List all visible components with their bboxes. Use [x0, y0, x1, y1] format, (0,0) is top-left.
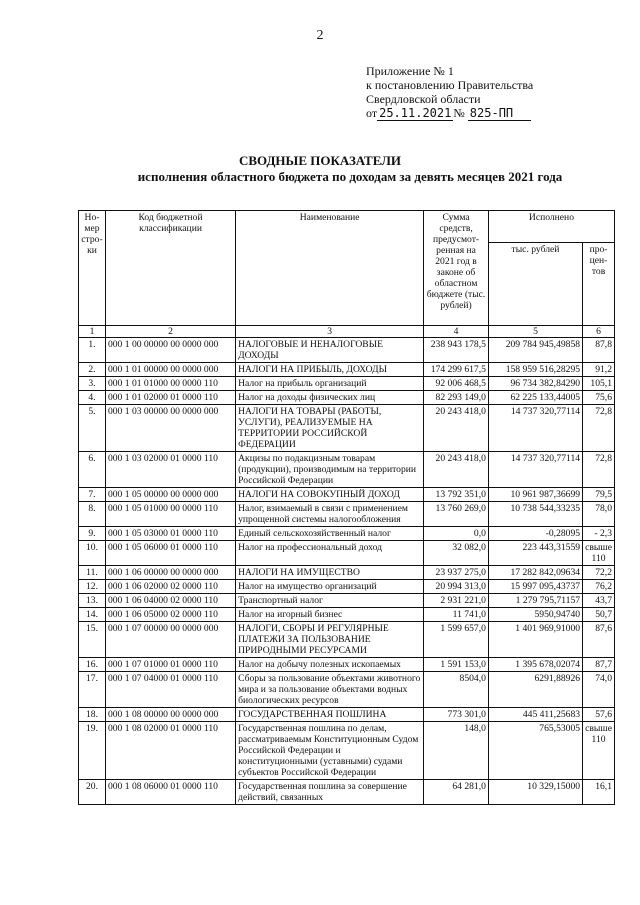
row-code: 000 1 06 02000 02 0000 110: [105, 580, 235, 594]
table-row: [79, 377, 615, 391]
row-number: 15.: [79, 622, 106, 658]
row-percent: 87,8: [583, 338, 615, 363]
row-percent: 72,2: [583, 566, 615, 580]
row-number: 8.: [79, 502, 106, 527]
title-sub: исполнения областного бюджета по доходам за девять месяцев 2021 года: [137, 169, 563, 184]
row-code: 000 1 00 00000 00 0000 000: [105, 338, 235, 363]
row-name: НАЛОГИ НА ПРИБЫЛЬ, ДОХОДЫ: [236, 363, 424, 377]
row-code: 000 1 05 00000 00 0000 000: [105, 488, 235, 502]
revenue-table: [78, 210, 615, 805]
row-name: Налог, взимаемый в связи с применением упрощенной системы налогообложения: [236, 502, 424, 527]
table-row: [79, 338, 615, 363]
row-name: Налог на профессиональный доход: [236, 541, 424, 566]
row-percent: 72,8: [583, 405, 615, 452]
row-sum: 0,0: [424, 527, 489, 541]
appendix-line-3: Свердловской области: [366, 92, 481, 106]
table-row: [79, 580, 615, 594]
table-row: [79, 722, 615, 780]
row-number: 6.: [79, 452, 106, 488]
row-name: ГОСУДАРСТВЕННАЯ ПОШЛИНА: [236, 708, 424, 722]
row-code: 000 1 03 00000 00 0000 000: [105, 405, 235, 452]
row-percent: 105,1: [583, 377, 615, 391]
row-name: Налог на имущество организаций: [236, 580, 424, 594]
row-name: НАЛОГИ, СБОРЫ И РЕГУЛЯРНЫЕ ПЛАТЕЖИ ЗА ПОЛЬЗОВАНИЕ ПРИРОДНЫМИ РЕСУРСАМИ: [236, 622, 424, 658]
row-number: 5.: [79, 405, 106, 452]
row-sum: 1 599 657,0: [424, 622, 489, 658]
row-sum: 23 937 275,0: [424, 566, 489, 580]
row-executed: -0,28095: [488, 527, 582, 541]
row-name: НАЛОГИ НА ТОВАРЫ (РАБОТЫ, УСЛУГИ), РЕАЛИЗУЕМЫЕ НА ТЕРРИТОРИИ РОССИЙСКОЙ ФЕДЕРАЦИИ: [236, 405, 424, 452]
table-row: [79, 502, 615, 527]
table-row: [79, 541, 615, 566]
header-sum: Сумма средств, предусмот-ренная на 2021 год в законе об областном бюджете (тыс. рублей): [424, 211, 489, 326]
row-number: 19.: [79, 722, 106, 780]
table-row: [79, 608, 615, 622]
row-code: 000 1 07 04000 01 0000 110: [105, 672, 235, 708]
row-sum: 773 301,0: [424, 708, 489, 722]
row-name: Государственная пошлина за совершение действий, связанных: [236, 780, 424, 805]
row-percent: - 2,3: [583, 527, 615, 541]
row-executed: 158 959 516,28295: [488, 363, 582, 377]
row-code: 000 1 01 01000 00 0000 110: [105, 377, 235, 391]
row-executed: 1 401 969,91000: [488, 622, 582, 658]
row-sum: 238 943 178,5: [424, 338, 489, 363]
table-row: [79, 658, 615, 672]
row-code: 000 1 08 06000 01 0000 110: [105, 780, 235, 805]
appendix-block: [366, 64, 626, 120]
row-percent: 16,1: [583, 780, 615, 805]
table-row: [79, 363, 615, 377]
row-sum: 20 243 418,0: [424, 452, 489, 488]
row-percent: 74,0: [583, 672, 615, 708]
row-executed: 1 279 795,71157: [488, 594, 582, 608]
row-executed: 62 225 133,44005: [488, 391, 582, 405]
row-executed: 96 734 382,84290: [488, 377, 582, 391]
header-exec-pct: про-цен-тов: [583, 243, 615, 326]
row-executed: 15 997 095,43737: [488, 580, 582, 594]
row-code: 000 1 05 03000 01 0000 110: [105, 527, 235, 541]
row-sum: 92 006 468,5: [424, 377, 489, 391]
row-percent: 43,7: [583, 594, 615, 608]
row-name: Акцизы по подакцизным товарам (продукции), производимым на территории Российской Федерации: [236, 452, 424, 488]
column-index: 3: [236, 326, 424, 338]
row-number: 14.: [79, 608, 106, 622]
column-index-row: [79, 326, 615, 338]
row-name: Транспортный налог: [236, 594, 424, 608]
appendix-line-1: Приложение № 1: [366, 64, 454, 78]
row-code: 000 1 06 00000 00 0000 000: [105, 566, 235, 580]
table-row: [79, 780, 615, 805]
row-executed: 5950,94740: [488, 608, 582, 622]
row-code: 000 1 06 04000 02 0000 110: [105, 594, 235, 608]
row-sum: 8504,0: [424, 672, 489, 708]
table-row: [79, 527, 615, 541]
header-name: Наименование: [236, 211, 424, 326]
row-code: 000 1 07 01000 01 0000 110: [105, 658, 235, 672]
appendix-no-label: №: [453, 106, 465, 120]
row-code: 000 1 08 00000 00 0000 000: [105, 708, 235, 722]
row-number: 3.: [79, 377, 106, 391]
row-code: 000 1 05 06000 01 0000 110: [105, 541, 235, 566]
column-index: 1: [79, 326, 106, 338]
row-code: 000 1 06 05000 02 0000 110: [105, 608, 235, 622]
row-executed: 209 784 945,49858: [488, 338, 582, 363]
row-executed: 17 282 842,09634: [488, 566, 582, 580]
row-name: Сборы за пользование объектами животного мира и за пользование объектами водных биологических ресурсов: [236, 672, 424, 708]
row-name: НАЛОГИ НА СОВОКУПНЫЙ ДОХОД: [236, 488, 424, 502]
row-percent: 76,2: [583, 580, 615, 594]
row-number: 11.: [79, 566, 106, 580]
header-executed: Исполнено: [488, 211, 614, 243]
row-number: 13.: [79, 594, 106, 608]
table-row: [79, 452, 615, 488]
row-number: 10.: [79, 541, 106, 566]
row-percent: 57,6: [583, 708, 615, 722]
row-percent: 50,7: [583, 608, 615, 622]
header-exec-rub: тыс. рублей: [488, 243, 582, 326]
row-number: 2.: [79, 363, 106, 377]
row-percent: свыше 110: [583, 541, 615, 566]
row-executed: 14 737 320,77114: [488, 452, 582, 488]
page-number: 2: [316, 28, 324, 43]
table-body: [79, 338, 615, 805]
table-row: [79, 488, 615, 502]
row-percent: 75,6: [583, 391, 615, 405]
row-executed: 10 738 544,33235: [488, 502, 582, 527]
row-executed: 223 443,31559: [488, 541, 582, 566]
row-percent: свыше 110: [583, 722, 615, 780]
row-code: 000 1 05 01000 00 0000 110: [105, 502, 235, 527]
row-number: 1.: [79, 338, 106, 363]
row-executed: 10 961 987,36699: [488, 488, 582, 502]
table-header-row: [79, 211, 615, 243]
row-number: 7.: [79, 488, 106, 502]
row-sum: 32 082,0: [424, 541, 489, 566]
column-index: 6: [583, 326, 615, 338]
appendix-date-line: [366, 106, 626, 120]
appendix-from-label: от: [366, 106, 378, 120]
row-sum: 13 760 269,0: [424, 502, 489, 527]
header-row-no: Но-мер стро-ки: [79, 211, 106, 326]
row-percent: 72,8: [583, 452, 615, 488]
document-title: [0, 153, 640, 185]
row-name: Государственная пошлина по делам, рассматриваемым Конституционным Судом Российской Федерации и конституционными (уставными) судами субъектов Российской Федерации: [236, 722, 424, 780]
row-sum: 11 741,0: [424, 608, 489, 622]
appendix-number: 825-ПП: [468, 106, 531, 121]
row-sum: 20 243 418,0: [424, 405, 489, 452]
table-row: [79, 708, 615, 722]
row-name: НАЛОГОВЫЕ И НЕНАЛОГОВЫЕ ДОХОДЫ: [236, 338, 424, 363]
row-percent: 78,0: [583, 502, 615, 527]
row-percent: 91,2: [583, 363, 615, 377]
row-number: 20.: [79, 780, 106, 805]
row-sum: 174 299 617,5: [424, 363, 489, 377]
row-name: Налог на игорный бизнес: [236, 608, 424, 622]
row-sum: 148,0: [424, 722, 489, 780]
header-code: Код бюджетной классификации: [105, 211, 235, 326]
row-executed: 14 737 320,77114: [488, 405, 582, 452]
row-number: 18.: [79, 708, 106, 722]
row-code: 000 1 01 00000 00 0000 000: [105, 363, 235, 377]
table-row: [79, 672, 615, 708]
row-percent: 87,7: [583, 658, 615, 672]
table-row: [79, 391, 615, 405]
table-row: [79, 566, 615, 580]
row-executed: 765,53005: [488, 722, 582, 780]
row-sum: 1 591 153,0: [424, 658, 489, 672]
table-row: [79, 622, 615, 658]
row-name: Налог на доходы физических лиц: [236, 391, 424, 405]
row-name: Налог на прибыль организаций: [236, 377, 424, 391]
row-executed: 10 329,15000: [488, 780, 582, 805]
row-sum: 2 931 221,0: [424, 594, 489, 608]
row-percent: 87,6: [583, 622, 615, 658]
column-index: 2: [105, 326, 235, 338]
row-code: 000 1 01 02000 01 0000 110: [105, 391, 235, 405]
row-code: 000 1 08 02000 01 0000 110: [105, 722, 235, 780]
row-name: НАЛОГИ НА ИМУЩЕСТВО: [236, 566, 424, 580]
row-code: 000 1 07 00000 00 0000 000: [105, 622, 235, 658]
column-index: 5: [488, 326, 582, 338]
row-sum: 64 281,0: [424, 780, 489, 805]
row-number: 12.: [79, 580, 106, 594]
row-name: Налог на добычу полезных ископаемых: [236, 658, 424, 672]
row-number: 9.: [79, 527, 106, 541]
table-row: [79, 594, 615, 608]
appendix-line-2: к постановлению Правительства: [366, 78, 534, 92]
row-percent: 79,5: [583, 488, 615, 502]
row-number: 4.: [79, 391, 106, 405]
table-row: [79, 405, 615, 452]
row-name: Единый сельскохозяйственный налог: [236, 527, 424, 541]
row-sum: 13 792 351,0: [424, 488, 489, 502]
column-index: 4: [424, 326, 489, 338]
row-code: 000 1 03 02000 01 0000 110: [105, 452, 235, 488]
row-executed: 6291,88926: [488, 672, 582, 708]
row-executed: 1 395 678,02074: [488, 658, 582, 672]
row-sum: 20 994 313,0: [424, 580, 489, 594]
title-main: СВОДНЫЕ ПОКАЗАТЕЛИ: [238, 153, 402, 168]
row-number: 17.: [79, 672, 106, 708]
row-sum: 82 293 149,0: [424, 391, 489, 405]
row-executed: 445 411,25683: [488, 708, 582, 722]
row-number: 16.: [79, 658, 106, 672]
appendix-date: 25.11.2021: [379, 106, 452, 120]
